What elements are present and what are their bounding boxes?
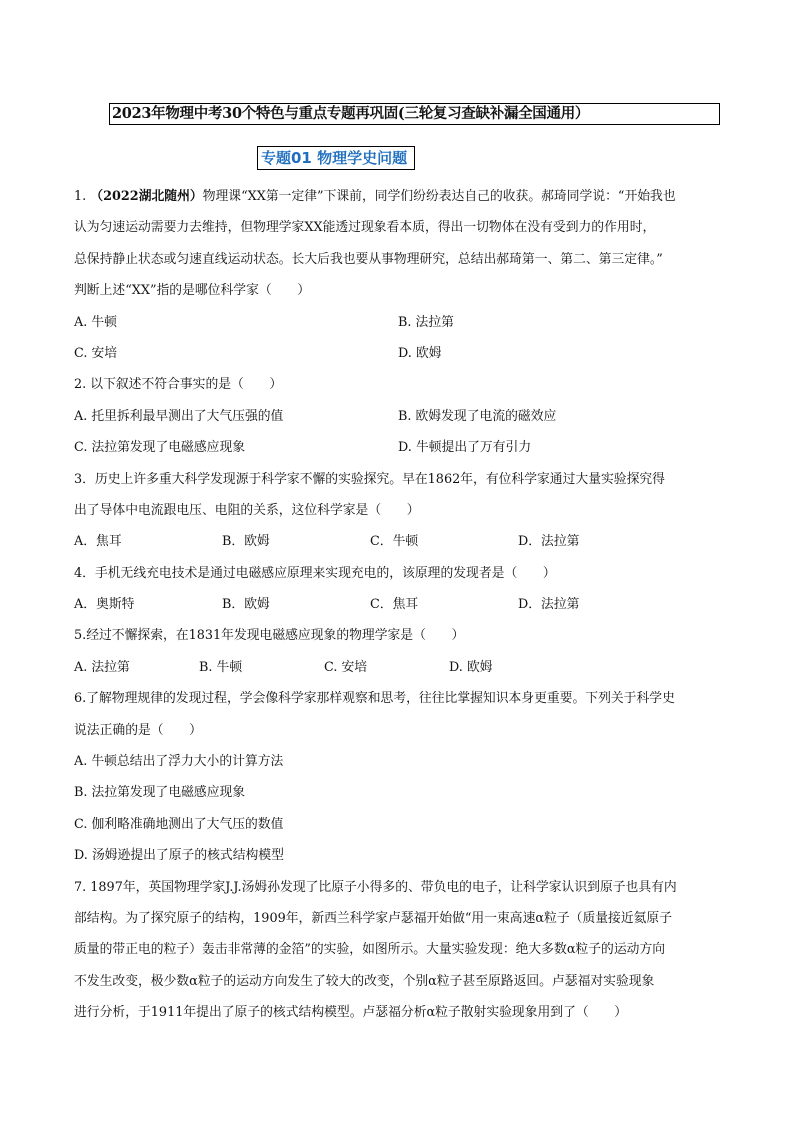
page-title: 2023年物理中考30个特色与重点专题再巩固(三轮复习查缺补漏全国通用）: [109, 103, 720, 125]
option-a: A. 牛顿: [74, 314, 117, 330]
option-d: D．法拉第: [518, 597, 580, 613]
option-c: C. 法拉第发现了电磁感应现象: [74, 440, 246, 456]
option-row: [74, 432, 722, 463]
option-d: D. 牛顿提出了万有引力: [398, 440, 532, 456]
question-5: 5.经过不懈探索，在1831年发现电磁感应现象的物理学家是（ ）: [74, 628, 465, 644]
question-6: 6.了解物理规律的发现过程，学会像科学家那样观察和思考，往往比掌握知识本身更重要。下列关于科学史: [74, 691, 675, 707]
question-list: [74, 181, 722, 1029]
question-1: [74, 181, 722, 212]
option-a: A．焦耳: [74, 534, 122, 550]
topic-heading: 专题01 物理学史问题: [257, 146, 415, 170]
question-text: 进行分析，于1911年提出了原子的核式结构模型。卢瑟福分析α粒子散射实验现象用到了（ ）: [74, 1005, 628, 1021]
option-row: [74, 338, 722, 369]
option-d: D. 欧姆: [398, 345, 442, 361]
option-a: A. 托里拆利最早测出了大气压强的值: [74, 408, 284, 424]
option-b: B. 欧姆发现了电流的磁效应: [398, 408, 557, 424]
option-a: A. 牛顿总结出了浮力大小的计算方法: [74, 754, 284, 770]
question-2: 2. 以下叙述不符合事实的是（ ）: [74, 377, 283, 393]
question-text: 质量的带正电的粒子）轰击非常薄的金箔”的实验，如图所示。大量实验发现：绝大多数α粒子的运动方向: [74, 942, 666, 958]
option-b: B．欧姆: [222, 534, 270, 550]
question-text: 出了导体中电流跟电压、电阻的关系，这位科学家是（ ）: [74, 502, 420, 518]
option-b: B. 法拉第: [398, 314, 454, 330]
question-text: 说法正确的是（ ）: [74, 722, 202, 738]
option-c: C. 伽利略准确地测出了大气压的数值: [74, 816, 284, 832]
option-row: [74, 307, 722, 338]
question-3: 3．历史上许多重大科学发现源于科学家不懈的实验探究。早在1862年，有位科学家通过大量实验探究得: [74, 471, 665, 487]
option-d: D．法拉第: [518, 534, 580, 550]
option-row: [74, 652, 722, 683]
option-a: A. 法拉第: [74, 659, 130, 675]
option-d: D. 汤姆逊提出了原子的核式结构模型: [74, 848, 284, 864]
option-c: C．牛顿: [370, 534, 419, 550]
question-text: 部结构。为了探究原子的结构，1909年，新西兰科学家卢瑟福开始做“用一束高速α粒子（质量接近氦原子: [74, 910, 673, 926]
option-d: D. 欧姆: [449, 659, 493, 675]
question-text: 总保持静止状态或匀速直线运动状态。长大后我也要从事物理研究，总结出郝琦第一、第二、第三定律。”: [74, 251, 663, 267]
question-text: 物理课“XX第一定律”下课前，同学们纷纷表达自己的收获。郝琦同学说：“开始我也: [202, 189, 676, 204]
option-row: [74, 401, 722, 432]
option-b: B. 牛顿: [199, 659, 243, 675]
option-c: C. 安培: [324, 659, 368, 675]
question-text: 认为匀速运动需要力去维持，但物理学家XX能透过现象看本质，得出一切物体在没有受到力的作用时，: [74, 220, 656, 236]
question-text: 判断上述“XX”指的是哪位科学家（ ）: [74, 283, 311, 299]
option-b: B．欧姆: [222, 597, 270, 613]
question-number: 1.: [74, 189, 87, 204]
option-a: A．奥斯特: [74, 597, 135, 613]
question-7: 7. 1897年，英国物理学家J.J.汤姆孙发现了比原子小得多的、带负电的电子，让科学家认识到原子也具有内: [74, 879, 677, 895]
option-row: [74, 589, 722, 620]
option-row: [74, 526, 722, 557]
option-c: C．焦耳: [370, 597, 419, 613]
question-4: 4．手机无线充电技术是通过电磁感应原理来实现充电的，该原理的发现者是（ ）: [74, 565, 556, 581]
option-b: B. 法拉第发现了电磁感应现象: [74, 785, 246, 801]
question-text: 不发生改变，极少数α粒子的运动方向发生了较大的改变，个别α粒子甚至原路返回。卢瑟福对实验现象: [74, 973, 655, 989]
option-c: C. 安培: [74, 345, 118, 361]
question-source: （2022湖北随州）: [90, 189, 203, 204]
